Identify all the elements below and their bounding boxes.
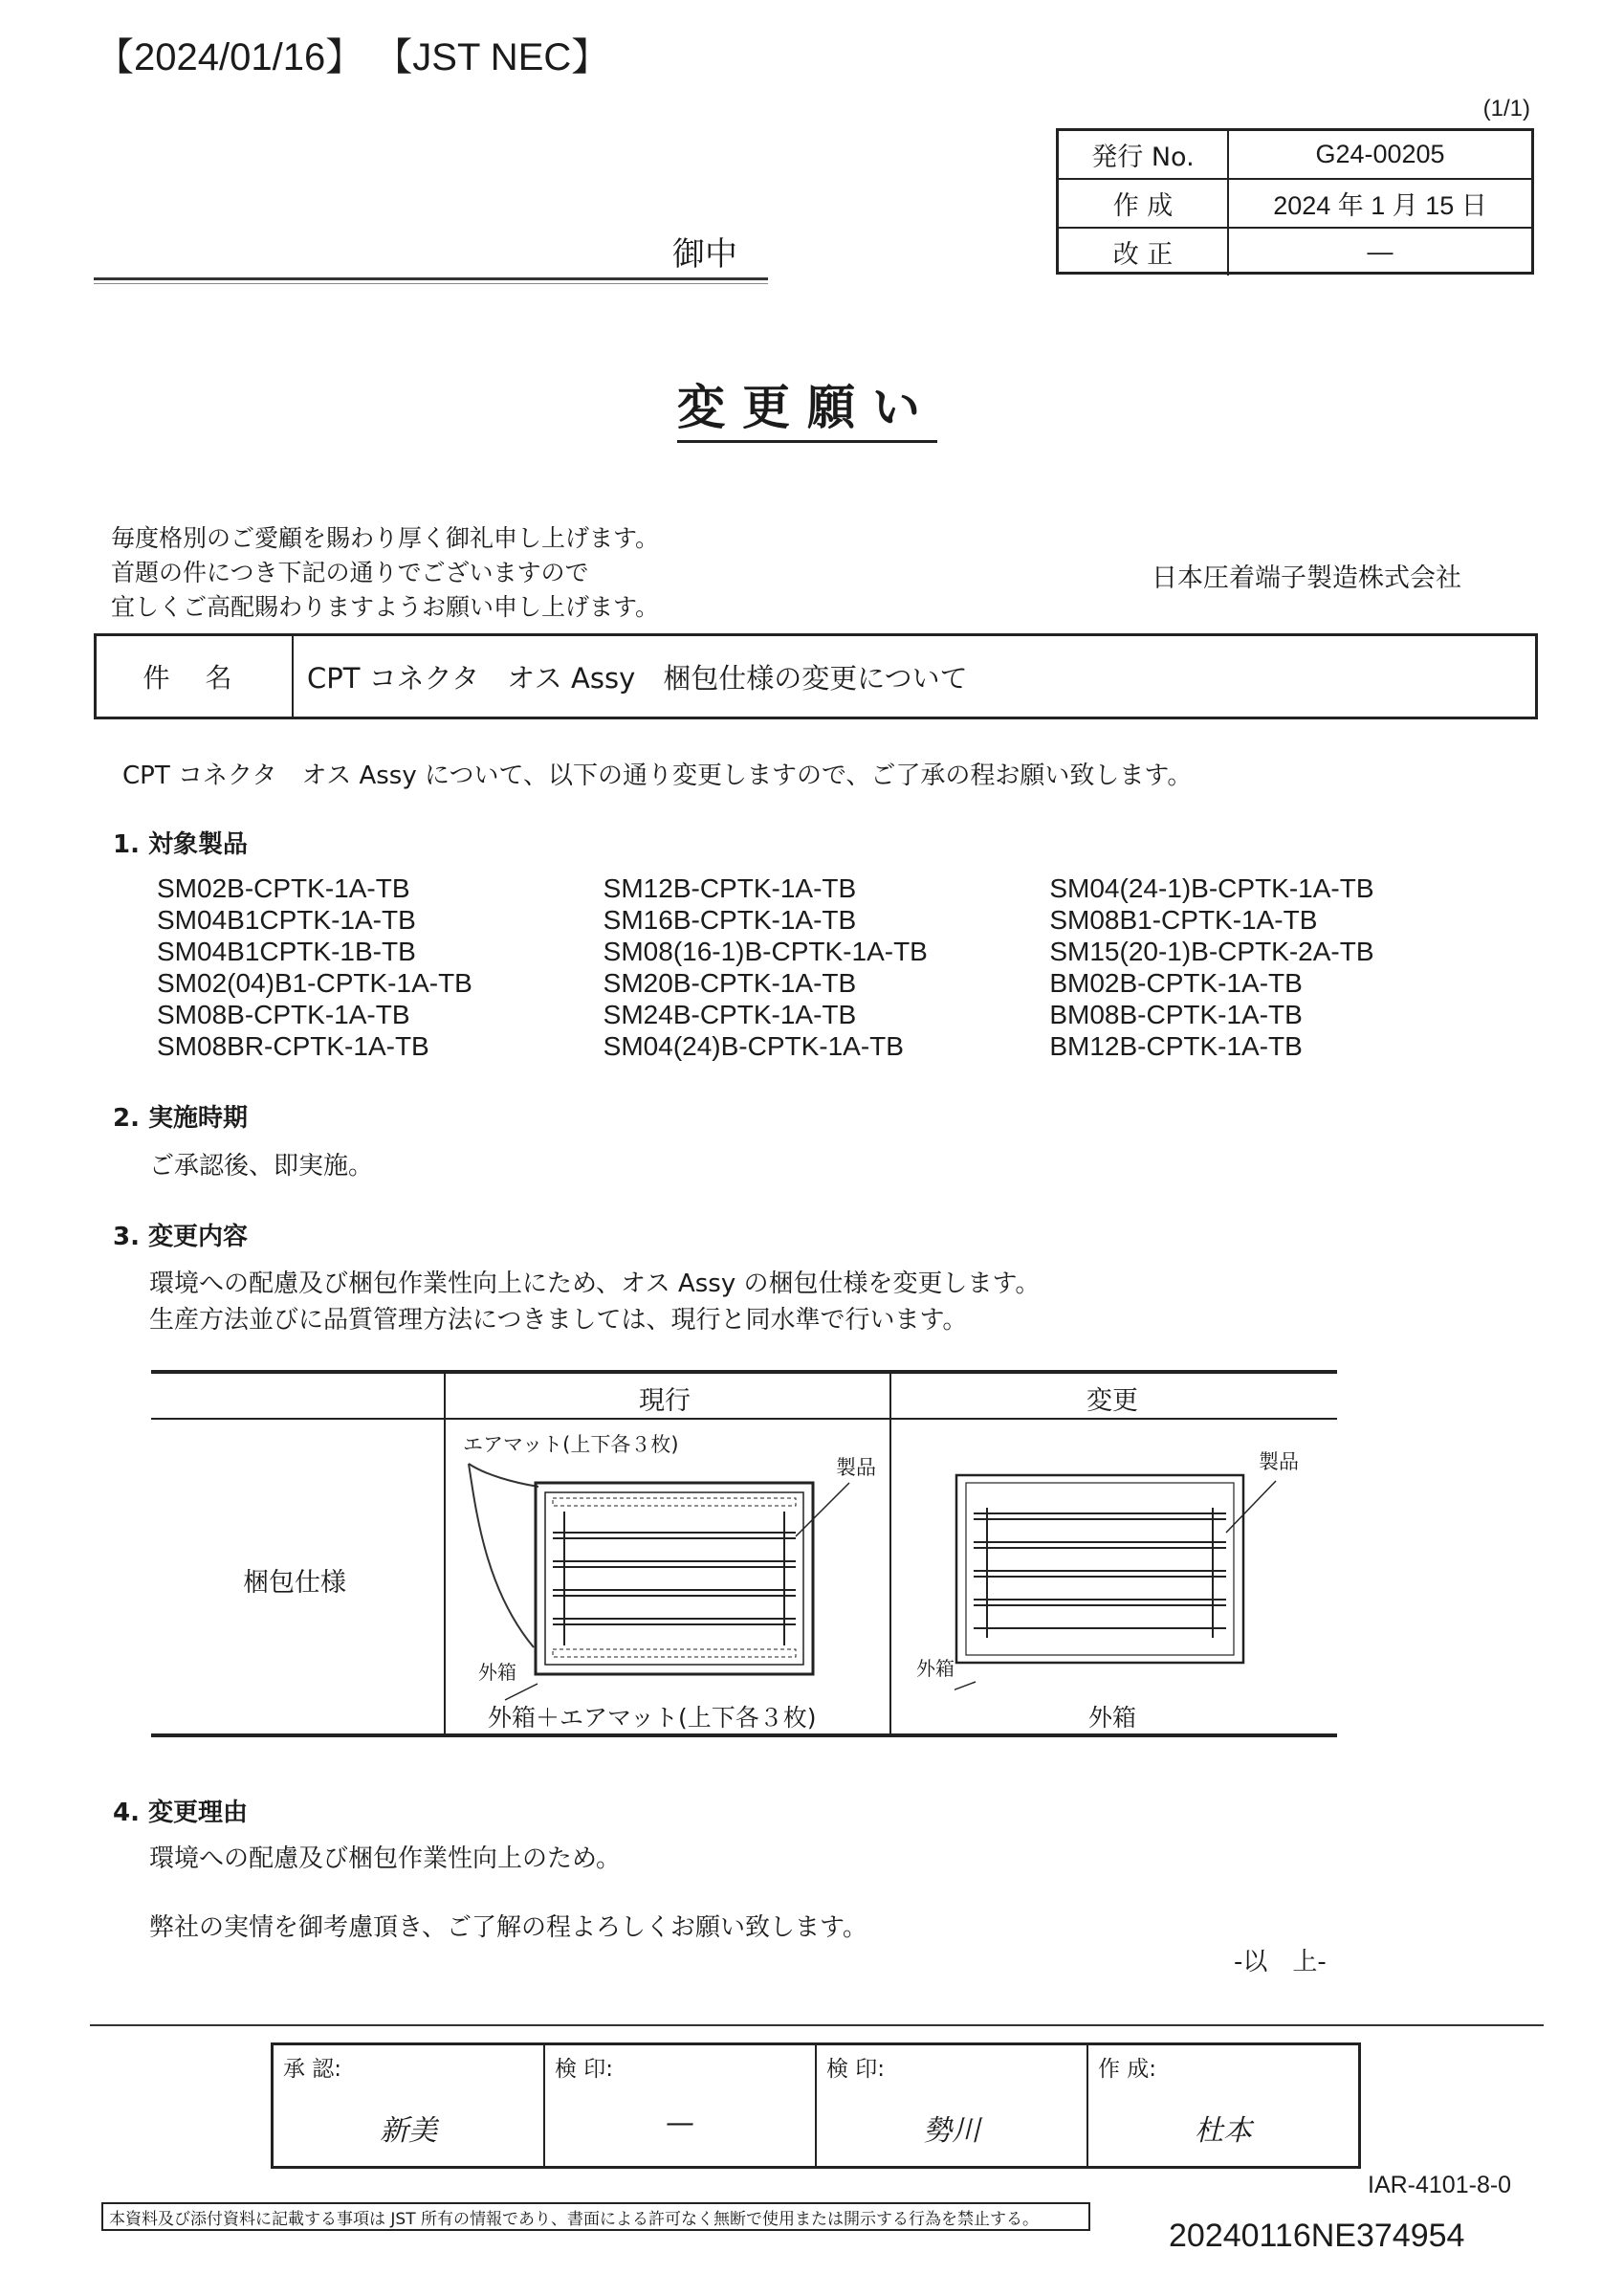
info-row-created	[1059, 180, 1531, 229]
stamp-cell-inspection-2	[817, 2045, 1088, 2166]
document-title: 変更願い	[677, 369, 937, 443]
product-item: SM04(24)B-CPTK-1A-TB	[603, 1031, 904, 1061]
current-product-label: 製品	[836, 1456, 876, 1479]
document-info-table	[1056, 128, 1534, 275]
info-row-revision	[1059, 229, 1531, 276]
greeting-line: 毎度格別のご愛顧を賜わり厚く御礼申し上げます。	[111, 524, 660, 552]
stamp-cell-author	[1088, 2045, 1358, 2166]
info-row-issue-no	[1059, 131, 1531, 180]
column-header-changed: 変更	[1086, 1386, 1138, 1416]
serial-number: 20240116NE374954	[1169, 2218, 1465, 2254]
section-4-body: 環境への配慮及び梱包作業性向上のため。	[149, 1844, 621, 1873]
section-3-title: 3. 変更内容	[113, 1223, 249, 1251]
section-1-title: 1. 対象製品	[113, 830, 249, 859]
changed-product-label: 製品	[1259, 1450, 1299, 1473]
product-item: SM20B-CPTK-1A-TB	[603, 968, 857, 998]
section-3-line: 環境への配慮及び梱包作業性向上にため、オス Assy の梱包仕様を変更します。	[149, 1269, 1041, 1298]
footer-divider	[90, 2024, 1544, 2026]
product-item: BM12B-CPTK-1A-TB	[1049, 1031, 1303, 1061]
stamp-cell-approval	[274, 2045, 545, 2166]
section-4-title: 4. 変更理由	[113, 1799, 249, 1827]
page-number: (1/1)	[1482, 96, 1530, 121]
product-list	[157, 872, 1496, 1062]
subject-text: CPT コネクタ オス Assy 梱包仕様の変更について	[307, 661, 968, 695]
current-caption: 外箱＋エアマット(上下各３枚)	[488, 1704, 817, 1732]
confidentiality-notice: 本資料及び添付資料に記載する事項は JST 所有の情報であり、書面による許可なく無断で使用または開示する行為を禁止する。	[101, 2202, 1090, 2231]
product-item: SM16B-CPTK-1A-TB	[603, 905, 857, 935]
stamp-name: 新美	[380, 2114, 437, 2148]
info-label: 発行 No.	[1059, 131, 1229, 178]
stamp-label: 承 認:	[283, 2057, 342, 2082]
product-item: SM04B1CPTK-1B-TB	[157, 937, 416, 966]
product-item: SM15(20-1)B-CPTK-2A-TB	[1049, 937, 1374, 966]
stamp-name: 勢川	[923, 2114, 980, 2148]
info-label: 改 正	[1059, 229, 1229, 276]
info-value: —	[1367, 237, 1394, 266]
changed-packaging-diagram	[955, 1466, 1318, 1705]
column-header-current: 現行	[639, 1386, 691, 1416]
info-label: 作 成	[1059, 180, 1229, 227]
company-name: 日本圧着端子製造株式会社	[1152, 563, 1461, 593]
end-mark: -以 上-	[1234, 1948, 1327, 1976]
product-column-3	[1049, 872, 1496, 1062]
info-value: 2024 年 1 月 15 日	[1273, 191, 1487, 220]
subject-box	[94, 633, 1538, 719]
product-item: SM04(24-1)B-CPTK-1A-TB	[1049, 873, 1374, 903]
product-column-2	[604, 872, 1050, 1062]
greeting-line: 宜しくご高配賜わりますようお願い申し上げます。	[111, 593, 660, 621]
greeting	[111, 521, 659, 625]
row-label-packaging: 梱包仕様	[243, 1568, 346, 1598]
product-item: SM08(16-1)B-CPTK-1A-TB	[603, 937, 928, 966]
changed-box-label: 外箱	[916, 1657, 955, 1680]
product-item: SM02(04)B1-CPTK-1A-TB	[157, 968, 472, 998]
approval-stamps	[271, 2042, 1361, 2169]
stamp-name: 杜本	[1195, 2114, 1252, 2148]
closing-text: 弊社の実情を御考慮頂き、ご了解の程よろしくお願い致します。	[149, 1913, 867, 1942]
stamp-label: 作 成:	[1098, 2057, 1157, 2082]
product-column-1	[157, 872, 604, 1062]
stamp-label: 検 印:	[555, 2057, 614, 2082]
product-item: SM08BR-CPTK-1A-TB	[157, 1031, 429, 1061]
packaging-comparison-table	[151, 1370, 1337, 1739]
current-packaging-diagram	[467, 1456, 888, 1705]
greeting-line: 首題の件につき下記の通りでございますので	[111, 559, 589, 586]
section-3-line: 生産方法並びに品質管理方法につきましては、現行と同水準で行います。	[149, 1306, 968, 1335]
addressee: 御中	[672, 235, 737, 274]
info-value: G24-00205	[1315, 140, 1445, 168]
intro-text: CPT コネクタ オス Assy について、以下の通り変更しますので、ご了承の程お願い致します。	[122, 762, 1193, 790]
header-tag: 【2024/01/16】 【JST NEC】	[96, 36, 610, 78]
subject-label: 件 名	[97, 636, 294, 717]
product-item: SM12B-CPTK-1A-TB	[603, 873, 857, 903]
stamp-label: 検 印:	[826, 2057, 886, 2082]
stamp-name: —	[666, 2107, 694, 2140]
section-3-body	[149, 1266, 1040, 1338]
product-item: SM02B-CPTK-1A-TB	[157, 873, 410, 903]
section-2-body: ご承認後、即実施。	[149, 1152, 374, 1181]
section-2-title: 2. 実施時期	[113, 1104, 249, 1133]
stamp-cell-inspection-1	[545, 2045, 817, 2166]
product-item: SM08B1-CPTK-1A-TB	[1049, 905, 1318, 935]
product-item: SM08B-CPTK-1A-TB	[157, 1000, 410, 1029]
product-item: BM02B-CPTK-1A-TB	[1049, 968, 1303, 998]
product-item: SM04B1CPTK-1A-TB	[157, 905, 416, 935]
form-number: IAR-4101-8-0	[1368, 2172, 1512, 2198]
changed-caption: 外箱	[1088, 1704, 1137, 1732]
current-box-label: 外箱	[478, 1661, 516, 1684]
airmat-label: エアマット(上下各３枚)	[463, 1433, 679, 1456]
product-item: SM24B-CPTK-1A-TB	[603, 1000, 857, 1029]
addressee-line	[94, 277, 768, 284]
product-item: BM08B-CPTK-1A-TB	[1049, 1000, 1303, 1029]
